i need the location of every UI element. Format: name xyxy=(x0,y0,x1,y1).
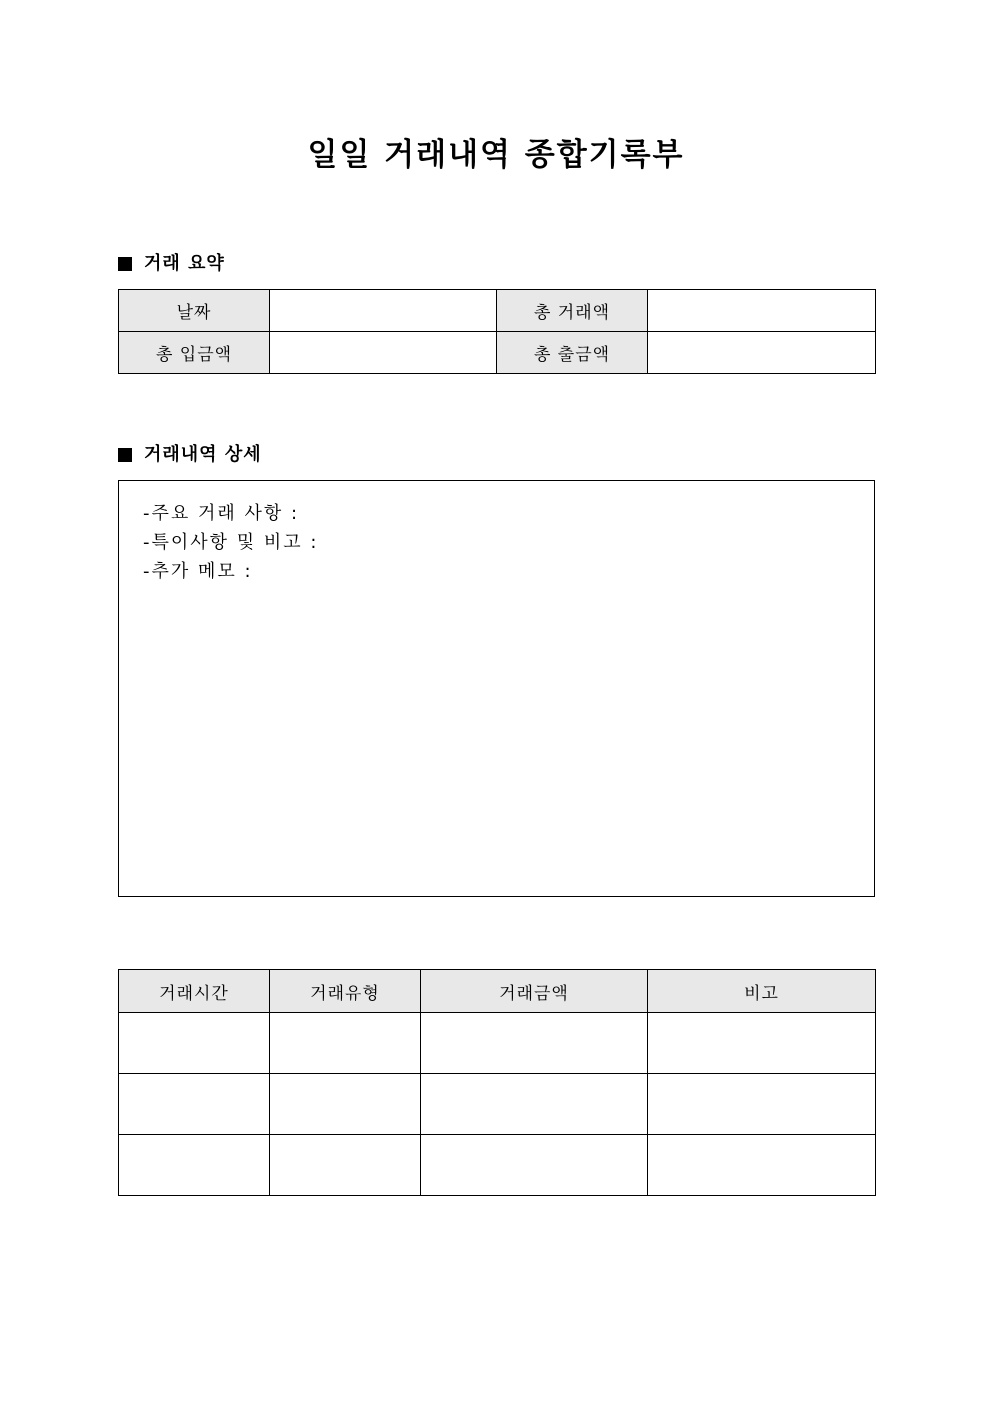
date-value-field[interactable] xyxy=(270,290,497,332)
type-cell[interactable] xyxy=(270,1013,421,1074)
square-bullet-icon xyxy=(118,257,132,271)
total-deposit-value-field[interactable] xyxy=(270,332,497,374)
table-row xyxy=(119,1135,876,1196)
summary-row xyxy=(119,290,876,332)
remarks-cell[interactable] xyxy=(648,1013,876,1074)
special-notes-line: -특이사항 및 비고 : xyxy=(143,532,319,553)
remarks-cell[interactable] xyxy=(648,1074,876,1135)
total-withdrawal-value-field[interactable] xyxy=(648,332,876,374)
summary-table xyxy=(118,289,876,374)
total-transaction-value-field[interactable] xyxy=(648,290,876,332)
additional-memo-line: -추가 메모 : xyxy=(143,561,253,582)
amount-cell[interactable] xyxy=(421,1135,648,1196)
transactions-table xyxy=(118,969,876,1196)
column-header-amount: 거래금액 xyxy=(421,970,648,1013)
remarks-cell[interactable] xyxy=(648,1135,876,1196)
main-transactions-line: -주요 거래 사항 : xyxy=(143,503,300,524)
date-label: 날짜 xyxy=(119,290,270,332)
type-cell[interactable] xyxy=(270,1074,421,1135)
detail-section-heading xyxy=(118,442,262,468)
summary-heading-text: 거래 요약 xyxy=(144,253,225,274)
detail-heading-text: 거래내역 상세 xyxy=(144,444,262,465)
document-title: 일일 거래내역 종합기록부 xyxy=(307,137,685,173)
column-header-type: 거래유형 xyxy=(270,970,421,1013)
column-header-time: 거래시간 xyxy=(119,970,270,1013)
time-cell[interactable] xyxy=(119,1135,270,1196)
summary-row xyxy=(119,332,876,374)
total-deposit-label: 총 입금액 xyxy=(119,332,270,374)
square-bullet-icon xyxy=(118,448,132,462)
amount-cell[interactable] xyxy=(421,1074,648,1135)
table-header-row xyxy=(119,970,876,1013)
table-row xyxy=(119,1013,876,1074)
total-transaction-label: 총 거래액 xyxy=(497,290,648,332)
time-cell[interactable] xyxy=(119,1013,270,1074)
total-withdrawal-label: 총 출금액 xyxy=(497,332,648,374)
detail-notes-box[interactable] xyxy=(118,480,875,897)
type-cell[interactable] xyxy=(270,1135,421,1196)
time-cell[interactable] xyxy=(119,1074,270,1135)
summary-section-heading xyxy=(118,251,225,277)
column-header-remarks: 비고 xyxy=(648,970,876,1013)
table-row xyxy=(119,1074,876,1135)
amount-cell[interactable] xyxy=(421,1013,648,1074)
